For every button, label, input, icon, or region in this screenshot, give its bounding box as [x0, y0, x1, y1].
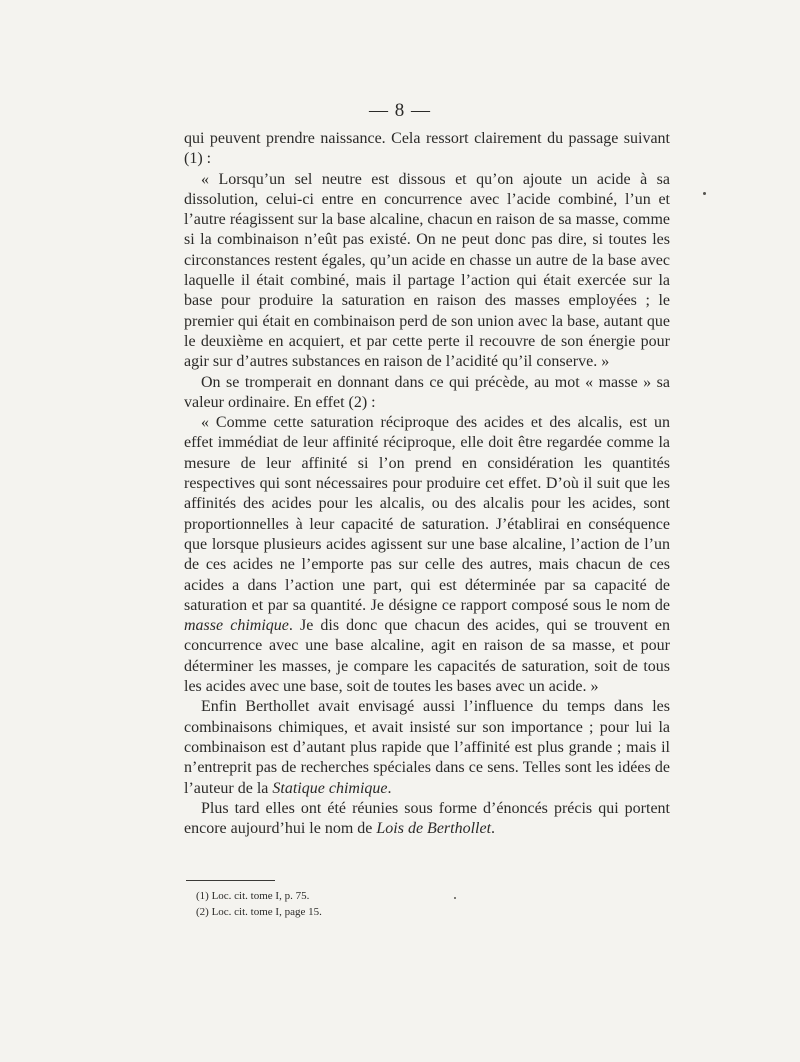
- paragraph-5-italic-title: Statique chimique: [272, 779, 388, 797]
- paragraph-4-italic-term: masse chimique: [184, 617, 289, 635]
- footnote-divider: [186, 880, 275, 881]
- paragraph-6: [184, 799, 670, 840]
- paper-speck: [454, 897, 456, 899]
- paper-speck: [703, 192, 706, 195]
- paragraph-6-italic-term: Lois de Berthollet: [376, 820, 492, 838]
- footnotes: [196, 888, 496, 920]
- paragraph-4-text-b: . Je dis donc que chacun des acides, qui se trouvent en concurrence avec une base alcaline, agit en raison de sa masse, et pour déterminer les masses, je compare les capacités de saturation, soit de tous les acides avec une base, soit de toutes les bases avec un acide. »: [184, 617, 670, 696]
- page-number: — 8 —: [369, 100, 431, 121]
- paragraph-6-text-b: .: [491, 820, 496, 838]
- body-text: [184, 129, 670, 839]
- paragraph-5-text-b: .: [387, 779, 392, 797]
- paragraph-4-quote: [184, 413, 670, 697]
- paragraph-5-text-a: Enfin Berthollet avait envisagé aussi l’influence du temps dans les combinaisons chimiques, et avait insisté sur son importance ; pour lui la combinaison est d’autant plus rapide que l’affinité est plus grande ; mais il n’entreprit pas de recherches spéciales dans ce sens. Telles sont les idées de l’auteur de la: [184, 698, 670, 797]
- footnote-2: (2) Loc. cit. tome I, page 15.: [196, 906, 322, 918]
- paragraph-6-text-a: Plus tard elles ont été réunies sous forme d’énoncés précis qui portent encore aujourd’hui le nom de: [184, 799, 670, 838]
- paragraph-1: qui peuvent prendre naissance. Cela ressort clairement du passage suivant (1) :: [184, 130, 670, 168]
- paragraph-3: On se tromperait en donnant dans ce qui précède, au mot « masse » sa valeur ordinaire. En effet (2) :: [184, 373, 670, 411]
- footnote-1: (1) Loc. cit. tome I, p. 75.: [196, 890, 310, 902]
- paragraph-4-text-a: « Comme cette saturation réciproque des acides et des alcalis, est un effet immédiat de leur affinité réciproque, elle doit être regardée comme la mesure de leur affinité si l’on prend en considération les quantités respectives qui sont nécessaires pour produire cet effet. D’où il suit que les affinités des acides pour les alcalis, ou des alcalis pour les acides, sont proportionnelles à leur capacité de saturation. J’établirai en conséquence que lorsque plusieurs acides agissent sur une base alcaline, l’action de l’un de ces acides ne l’emporte pas sur celle des autres, mais chacun de ces acides a dans l’action une part, qui est déterminée par sa capacité de saturation et par sa quantité. Je désigne ce rapport composé sous le nom de: [184, 414, 670, 614]
- paragraph-2-quote: « Lorsqu’un sel neutre est dissous et qu’on ajoute un acide à sa dissolution, celui-ci entre en concurrence avec l’acide combiné, l’un et l’autre réagissent sur la base alcaline, chacun en raison de sa masse, comme si la combinaison n’eût pas existé. On ne peut donc pas dire, si toutes les circonstances restent égales, qu’un acide en chasse un autre de la base avec laquelle il était combiné, mais il partage l’action qui était exercée sur la base pour produire la saturation en raison des masses employées ; le premier qui était en combinaison perd de son union avec la base, autant que le deuxième en acquiert, et par cette perte il recouvre de son énergie pour agir sur d’autres substances en raison de l’acidité qu’il conserve. »: [184, 170, 670, 371]
- paragraph-5: [184, 697, 670, 798]
